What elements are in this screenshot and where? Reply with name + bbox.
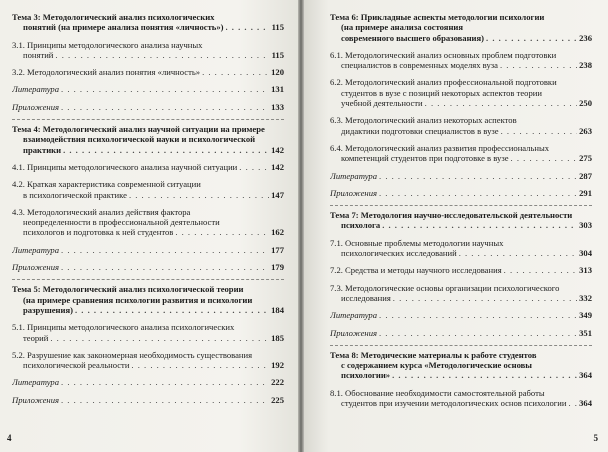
- toc-entry-line: Тема 6: Прикладные аспекты методологии психологии: [330, 12, 545, 22]
- toc-page-number: 236: [579, 32, 592, 43]
- toc-entry-leader-line: [12, 145, 284, 155]
- toc-page-number: 142: [271, 144, 284, 155]
- toc-entry-title: понятий: [23, 49, 54, 60]
- toc-section-entry: [330, 388, 592, 409]
- dot-leader: [511, 153, 578, 163]
- toc-appendix-entry: [330, 188, 592, 198]
- toc-page-number: 192: [271, 360, 284, 371]
- toc-entry-title: Приложения: [12, 262, 59, 273]
- toc-section-entry: [330, 115, 592, 136]
- toc-entry-leader-line: [330, 293, 592, 303]
- toc-page-number: 115: [271, 22, 284, 33]
- dot-leader: [50, 333, 269, 343]
- toc-entry-title: 4.1. Принципы методологического анализа научной ситуации: [12, 161, 238, 172]
- dot-leader: [501, 126, 578, 136]
- toc-entry-title: современного высшего образования): [341, 32, 485, 43]
- toc-entry-title: Приложения: [330, 187, 377, 198]
- dot-leader: [61, 102, 269, 112]
- toc-appendix-entry: [330, 328, 592, 338]
- toc-entry-title: специалистов в современных моделях вуза: [341, 60, 498, 71]
- toc-entry-title: психолога: [341, 220, 381, 231]
- dot-leader: [500, 60, 577, 70]
- toc-page-number: 184: [271, 304, 284, 315]
- toc-entry-title: компетенций студентов при подготовке в вузе: [341, 153, 509, 164]
- toc-page-number: 304: [579, 248, 592, 259]
- toc-entry-line: 6.3. Методологический анализ некоторых аспектов: [330, 115, 517, 126]
- dot-leader: [425, 98, 577, 108]
- section-divider: [330, 345, 592, 346]
- toc-entry-line: (на примере сравнения психологии развития и психологии: [23, 294, 253, 305]
- toc-section-entry: [330, 77, 592, 108]
- toc-appendix-entry: [12, 377, 284, 387]
- toc-appendix-entry: [12, 262, 284, 272]
- toc-entry-title: разрушения): [23, 304, 73, 315]
- dot-leader: [504, 265, 577, 275]
- toc-entry-leader-line: [330, 188, 592, 198]
- toc-entry-leader-line: [12, 190, 284, 200]
- toc-entry-leader-line: [12, 305, 284, 315]
- toc-entry-title: в психологической практике: [23, 189, 127, 200]
- page-number-right: 5: [593, 433, 598, 443]
- section-divider: [330, 205, 592, 206]
- left-page: [0, 0, 298, 452]
- dot-leader: [175, 227, 269, 237]
- dot-leader: [131, 360, 269, 370]
- dot-leader: [379, 328, 577, 338]
- toc-page-number: 147: [271, 189, 284, 200]
- toc-appendix-entry: [12, 102, 284, 112]
- dot-leader: [202, 67, 269, 77]
- dot-leader: [459, 248, 577, 258]
- toc-section-entry: [12, 179, 284, 200]
- toc-entry-line: 7.3. Методологические основы организации психологического: [330, 282, 560, 293]
- dot-leader: [129, 190, 269, 200]
- toc-entry-title: исследования: [341, 292, 391, 303]
- toc-entry-line: 4.2. Краткая характеристика современной ситуации: [12, 179, 201, 190]
- toc-page-number: 177: [271, 244, 284, 255]
- toc-entry-title: дидактики подготовки специалистов в вузе: [341, 125, 499, 136]
- toc-entry-title: Литература: [330, 310, 378, 321]
- toc-appendix-entry: [12, 245, 284, 255]
- toc-entry-leader-line: [12, 84, 284, 94]
- toc-section-entry: [12, 40, 284, 61]
- toc-entry-leader-line: [330, 370, 592, 380]
- toc-page-number: 238: [579, 60, 592, 71]
- toc-entry-leader-line: [12, 377, 284, 387]
- toc-section-entry: [330, 238, 592, 259]
- toc-section-entry: [12, 322, 284, 343]
- toc-section-entry: [330, 283, 592, 304]
- toc-page-number: 263: [579, 125, 592, 136]
- toc-entry-leader-line: [330, 398, 592, 408]
- toc-page-number: 250: [579, 98, 592, 109]
- toc-entry-line: взаимодействия психологической науки и психологической: [23, 134, 256, 145]
- toc-page-number: 351: [579, 327, 592, 338]
- toc-page-number: 185: [271, 332, 284, 343]
- toc-page-number: 222: [271, 377, 284, 388]
- dot-leader: [379, 310, 577, 320]
- toc-section-entry: [12, 162, 284, 172]
- section-divider: [12, 119, 284, 120]
- toc-entry-leader-line: [12, 102, 284, 112]
- toc-page-number: 287: [579, 170, 592, 181]
- toc-entry-leader-line: [330, 60, 592, 70]
- toc-entry-line: 7.1. Основные проблемы методологии научных: [330, 237, 504, 248]
- toc-entry-leader-line: [12, 50, 284, 60]
- toc-entry-leader-line: [330, 328, 592, 338]
- dot-leader: [61, 262, 269, 272]
- toc-entry-title: 3.2. Методологический анализ понятия «личность»: [12, 67, 201, 78]
- page-number-left: 4: [7, 433, 12, 443]
- toc-entry-line: 5.1. Принципы методологического анализа психологических: [12, 322, 235, 333]
- toc-entry-leader-line: [330, 310, 592, 320]
- toc-entry-line: Тема 7: Методология научно-исследовательской деятельности: [330, 210, 573, 221]
- toc-section-entry: [12, 207, 284, 238]
- toc-entry-title: теорий: [23, 332, 49, 343]
- dot-leader: [486, 33, 577, 43]
- dot-leader: [75, 305, 269, 315]
- toc-entry-leader-line: [12, 67, 284, 77]
- toc-left: [12, 12, 284, 405]
- toc-entry-title: Литература: [12, 377, 60, 388]
- toc-appendix-entry: [330, 310, 592, 320]
- toc-entry-leader-line: [330, 220, 592, 230]
- toc-entry-leader-line: [12, 395, 284, 405]
- toc-entry-title: практики: [23, 144, 62, 155]
- toc-section-entry: [12, 350, 284, 371]
- toc-entry-line: (на примере анализа состояния: [341, 22, 464, 33]
- toc-section-entry: [330, 50, 592, 71]
- toc-entry-line: Тема 4: Методологический анализ научной ситуации на примере: [12, 124, 265, 135]
- toc-entry-leader-line: [12, 245, 284, 255]
- toc-entry-title: учебной деятельности: [341, 98, 423, 109]
- toc-entry-line: Тема 8: Методические материалы к работе студентов: [330, 349, 537, 360]
- dot-leader: [379, 188, 577, 198]
- dot-leader: [568, 398, 577, 408]
- toc-page-number: 364: [579, 370, 592, 381]
- toc-entry-line: 4.3. Методологический анализ действия фактора: [12, 206, 191, 217]
- toc-entry-leader-line: [12, 162, 284, 172]
- section-divider: [12, 279, 284, 280]
- dot-leader: [226, 22, 270, 32]
- toc-appendix-entry: [12, 84, 284, 94]
- toc-theme-entry: [330, 210, 592, 231]
- toc-entry-title: Приложения: [12, 101, 59, 112]
- toc-entry-title: психологов и подготовка к ней студентов: [23, 227, 174, 238]
- toc-section-entry: [330, 143, 592, 164]
- toc-entry-leader-line: [330, 248, 592, 258]
- toc-entry-leader-line: [330, 98, 592, 108]
- toc-section-entry: [12, 67, 284, 77]
- toc-theme-entry: [12, 12, 284, 33]
- toc-entry-title: психологии»: [341, 370, 391, 381]
- toc-entry-line: Тема 5: Методологический анализ психологической теории: [12, 284, 244, 295]
- toc-entry-leader-line: [12, 333, 284, 343]
- toc-appendix-entry: [330, 171, 592, 181]
- right-page: [304, 0, 608, 452]
- toc-entry-line: студентов в вузе с позиций некоторых аспектов теории: [341, 87, 542, 98]
- toc-entry-line: 6.4. Методологический анализ развития профессиональных: [330, 142, 550, 153]
- toc-entry-title: студентов при изучении методологических основ психологии: [341, 398, 567, 409]
- dot-leader: [55, 50, 269, 60]
- toc-entry-leader-line: [12, 262, 284, 272]
- toc-entry-line: 3.1. Принципы методологического анализа научных: [12, 39, 203, 50]
- dot-leader: [61, 84, 269, 94]
- toc-section-entry: [330, 265, 592, 275]
- toc-entry-leader-line: [12, 360, 284, 370]
- toc-entry-leader-line: [12, 227, 284, 237]
- dot-leader: [393, 293, 577, 303]
- toc-entry-title: 7.2. Средства и методы научного исследования: [330, 265, 502, 276]
- toc-entry-title: Литература: [330, 170, 378, 181]
- toc-page-number: 131: [271, 84, 284, 95]
- toc-page-number: 349: [579, 310, 592, 321]
- toc-entry-line: 5.2. Разрушение как закономерная необходимость существования: [12, 349, 253, 360]
- dot-leader: [379, 171, 577, 181]
- toc-entry-line: 6.2. Методологический анализ профессиональной подготовки: [330, 77, 557, 88]
- toc-entry-title: психологических исследований: [341, 248, 457, 259]
- toc-page-number: 303: [579, 220, 592, 231]
- toc-entry-title: понятий (на примере анализа понятия «личность»): [23, 22, 224, 33]
- dot-leader: [61, 395, 269, 405]
- dot-leader: [239, 162, 269, 172]
- toc-page-number: 115: [271, 49, 284, 60]
- toc-entry-line: 6.1. Методологический анализ основных проблем подготовки: [330, 49, 557, 60]
- toc-theme-entry: [12, 284, 284, 315]
- toc-page-number: 332: [579, 292, 592, 303]
- toc-page-number: 291: [579, 187, 592, 198]
- toc-page-number: 275: [579, 153, 592, 164]
- toc-entry-line: 8.1. Обоснование необходимости самостоятельной работы: [330, 387, 545, 398]
- toc-entry-leader-line: [330, 171, 592, 181]
- toc-page-number: 133: [271, 101, 284, 112]
- toc-page-number: 179: [271, 262, 284, 273]
- dot-leader: [392, 370, 577, 380]
- toc-page-number: 225: [271, 394, 284, 405]
- toc-entry-leader-line: [330, 126, 592, 136]
- toc-entry-title: Литература: [12, 244, 60, 255]
- toc-right: [330, 12, 592, 408]
- toc-theme-entry: [12, 124, 284, 155]
- toc-entry-leader-line: [330, 265, 592, 275]
- toc-page-number: 142: [271, 161, 284, 172]
- toc-page-number: 120: [271, 67, 284, 78]
- toc-page-number: 162: [271, 227, 284, 238]
- toc-entry-title: психологической реальности: [23, 360, 130, 371]
- toc-entry-leader-line: [12, 22, 284, 32]
- toc-entry-title: Приложения: [12, 394, 59, 405]
- toc-appendix-entry: [12, 395, 284, 405]
- toc-entry-line: с содержанием курса «Методологические основы: [341, 360, 532, 371]
- toc-entry-title: Приложения: [330, 327, 377, 338]
- toc-entry-line: Тема 3: Методологический анализ психологических: [12, 12, 215, 22]
- toc-entry-leader-line: [330, 153, 592, 163]
- toc-page-number: 364: [579, 398, 592, 409]
- toc-theme-entry: [330, 350, 592, 381]
- toc-entry-title: Литература: [12, 84, 60, 95]
- toc-entry-line: неопределенности в профессиональной деятельности: [23, 217, 220, 228]
- toc-page-number: 313: [579, 265, 592, 276]
- dot-leader: [382, 220, 577, 230]
- toc-theme-entry: [330, 12, 592, 43]
- dot-leader: [61, 245, 269, 255]
- dot-leader: [61, 377, 269, 387]
- toc-entry-leader-line: [330, 33, 592, 43]
- dot-leader: [63, 145, 269, 155]
